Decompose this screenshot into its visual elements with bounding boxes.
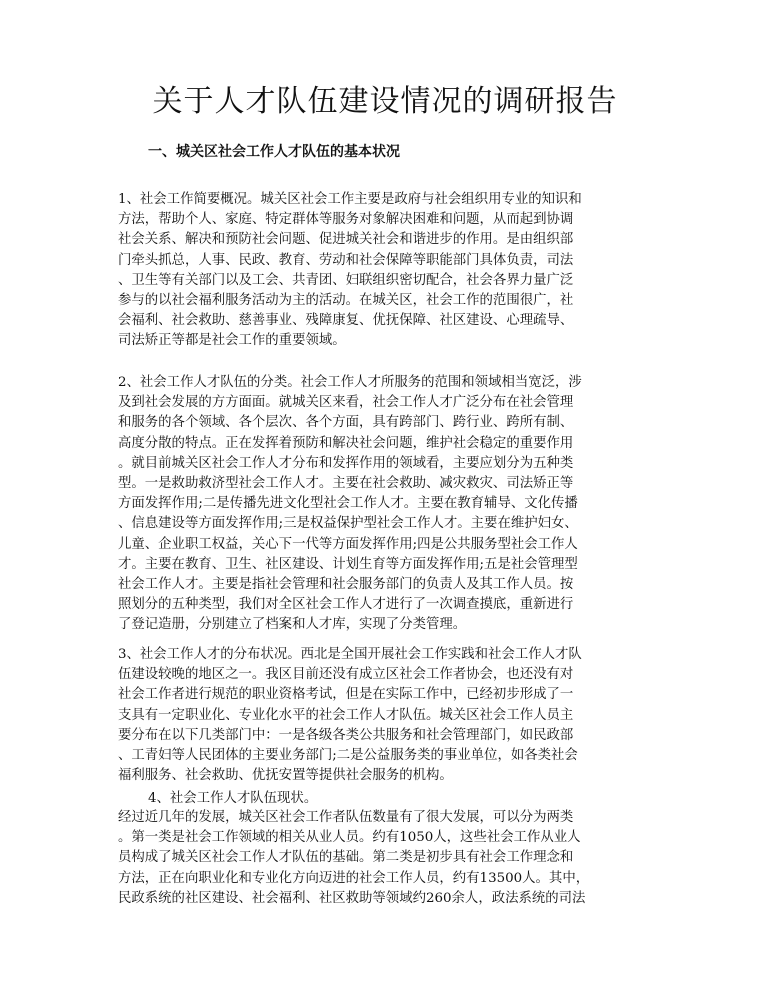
paragraph-line: 伍建设较晚的地区之一。我区目前还没有成立区社会工作者协会，也还没有对	[118, 667, 574, 683]
section-heading: 一、城关区社会工作人才队伍的基本状况	[148, 144, 400, 160]
paragraph-line: 社会工作人才。主要是指社会管理和社会服务部门的负责人及其工作人员。按	[118, 577, 574, 593]
paragraph-line: 员构成了城关区社会工作人才队伍的基础。第二类是初步具有社会工作理念和	[118, 850, 574, 866]
paragraph-line: 高度分散的特点。正在发挥着预防和解决社会问题，维护社会稳定的重要作用	[118, 435, 574, 451]
paragraph-4-heading	[148, 789, 688, 809]
paragraph-line: 型。一是救助救济型社会工作人才。主要在社会救助、减灾救灾、司法矫正等	[118, 476, 574, 492]
paragraph-line: 、卫生等有关部门以及工会、共青团、妇联组织密切配合，社会各界力量广泛	[118, 272, 574, 288]
paragraph-line: 司法矫正等都是社会工作的重要领域。	[118, 333, 346, 349]
paragraph-line: 1、社会工作简要概况。城关区社会工作主要是政府与社会组织用专业的知识和	[118, 192, 582, 207]
paragraph-line: 2、社会工作人才队伍的分类。社会工作人才所服务的范围和领域相当宽泛，涉	[118, 375, 582, 390]
paragraph-line: 社会关系、解决和预防社会问题、促进城关社会和谐进步的作用。是由组织部	[118, 232, 574, 248]
paragraph-heading-line: 4、社会工作人才队伍现状。	[148, 791, 318, 806]
paragraph-line: 。第一类是社会工作领域的相关从业人员。约有1050人，这些社会工作从业人	[118, 830, 581, 846]
paragraph-line: 社会工作者进行规范的职业资格考试，但是在实际工作中，已经初步形成了一	[118, 687, 574, 703]
document-title: 关于人才队伍建设情况的调研报告	[152, 84, 618, 119]
paragraph-line: 福利服务、社会救助、优抚安置等提供社会服务的机构。	[118, 768, 453, 784]
paragraph-line: 3、社会工作人才的分布状况。西北是全国开展社会工作实践和社会工作人才队	[118, 647, 582, 662]
paragraph-line: 方法，帮助个人、家庭、特定群体等服务对象解决困难和问题，从而起到协调	[118, 212, 574, 228]
paragraph-line: 要分布在以下几类部门中：一是各级各类公共服务和社会管理部门，如民政部	[118, 727, 574, 743]
paragraph-line: 门牵头抓总，人事、民政、教育、劳动和社会保障等职能部门具体负责，司法	[118, 252, 574, 268]
paragraph-line: 方法，正在向职业化和专业化方向迈进的社会工作人员，约有13500人。其中，	[118, 870, 590, 886]
paragraph-line: 。就目前城关区社会工作人才分布和发挥作用的领域看，主要应划分为五种类	[118, 455, 574, 471]
paragraph-line: 照划分的五种类型，我们对全区社会工作人才进行了一次调查摸底，重新进行	[118, 597, 574, 613]
paragraph-line: 经过近几年的发展，城关区社会工作者队伍数量有了很大发展，可以分为两类	[118, 810, 574, 825]
paragraph-line: 才。主要在教育、卫生、社区建设、计划生育等方面发挥作用;五是社会管理型	[118, 556, 578, 572]
paragraph-line: 及到社会发展的方方面面。就城关区来看，社会工作人才广泛分布在社会管理	[118, 395, 574, 411]
paragraph-line: 方面发挥作用;二是传播先进文化型社会工作人才。主要在教育辅导、文化传播	[118, 496, 578, 512]
paragraph-line: 参与的以社会福利服务活动为主的活动。在城关区，社会工作的范围很广，社	[118, 293, 574, 309]
paragraph-4	[118, 808, 658, 909]
paragraph-1	[118, 190, 658, 352]
paragraph-line: 了登记造册，分别建立了档案和人才库，实现了分类管理。	[118, 617, 467, 633]
paragraph-line: 支具有一定职业化、专业化水平的社会工作人才队伍。城关区社会工作人员主	[118, 707, 574, 723]
paragraph-line: 、信息建设等方面发挥作用;三是权益保护型社会工作人才。主要在维护妇女、	[118, 516, 578, 532]
paragraph-line: 儿童、企业职工权益，关心下一代等方面发挥作用;四是公共服务型社会工作人	[118, 536, 578, 552]
paragraph-3	[118, 645, 658, 786]
paragraph-line: 、工青妇等人民团体的主要业务部门;二是公益服务类的事业单位，如各类社会	[118, 748, 578, 764]
paragraph-2	[118, 373, 658, 636]
paragraph-line: 会福利、社会救助、慈善事业、残障康复、优抚保障、社区建设、心理疏导、	[118, 313, 574, 329]
paragraph-line: 和服务的各个领域、各个层次、各个方面，具有跨部门、跨行业、跨所有制、	[118, 415, 574, 431]
paragraph-line: 民政系统的社区建设、社会福利、社区救助等领域约260余人，政法系统的司法	[118, 890, 586, 906]
